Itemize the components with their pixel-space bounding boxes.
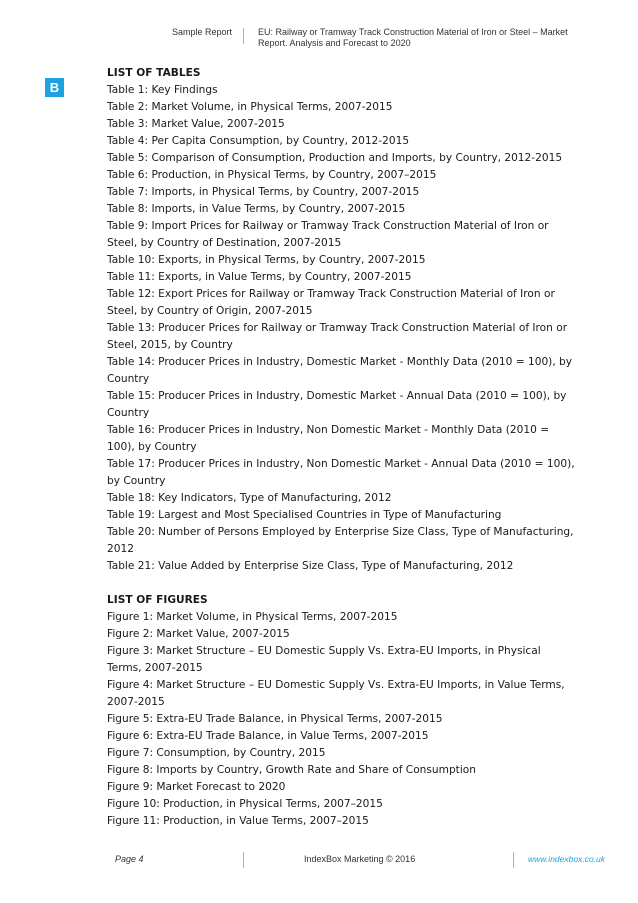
table-entry-line: Steel, by Country of Origin, 2007-2015	[107, 305, 313, 317]
table-entry	[107, 201, 593, 218]
document-body	[107, 65, 593, 830]
table-entry	[107, 150, 593, 167]
table-entry-line: Table 20: Number of Persons Employed by Enterprise Size Class, Type of Manufacturing,	[107, 526, 574, 538]
figure-entry	[107, 643, 593, 677]
figure-entry	[107, 813, 593, 830]
footer-divider	[513, 852, 514, 868]
figure-entry	[107, 796, 593, 813]
table-entry	[107, 167, 593, 184]
table-entry	[107, 99, 593, 116]
header-divider	[243, 28, 244, 44]
table-entry-line: Table 10: Exports, in Physical Terms, by Country, 2007-2015	[107, 254, 426, 266]
table-entry-line: Table 7: Imports, in Physical Terms, by Country, 2007-2015	[107, 186, 420, 198]
table-entry-line: Table 14: Producer Prices in Industry, Domestic Market - Monthly Data (2010 = 100), by	[107, 356, 573, 368]
figure-entry-line: Figure 9: Market Forecast to 2020	[107, 781, 286, 793]
table-entry	[107, 286, 593, 320]
table-entry-line: Table 19: Largest and Most Specialised Countries in Type of Manufacturing	[107, 509, 502, 521]
figure-entry-line: Figure 4: Market Structure – EU Domestic Supply Vs. Extra-EU Imports, in Value Terms,	[107, 679, 565, 691]
table-entry-line: Table 16: Producer Prices in Industry, Non Domestic Market - Monthly Data (2010 =	[107, 424, 550, 436]
table-entry	[107, 456, 593, 490]
figure-entry	[107, 762, 593, 779]
figure-entry-line: Figure 11: Production, in Value Terms, 2007–2015	[107, 815, 369, 827]
figure-entry-line: Figure 6: Extra-EU Trade Balance, in Value Terms, 2007-2015	[107, 730, 429, 742]
figure-entry-line: Figure 3: Market Structure – EU Domestic Supply Vs. Extra-EU Imports, in Physical	[107, 645, 541, 657]
table-entry	[107, 320, 593, 354]
list-of-figures-heading: LIST OF FIGURES	[107, 594, 208, 606]
figure-entry	[107, 745, 593, 762]
table-entry-line: Table 11: Exports, in Value Terms, by Country, 2007-2015	[107, 271, 412, 283]
table-entry-line: Country	[107, 407, 150, 419]
table-entry-line: Table 1: Key Findings	[107, 84, 218, 96]
figure-entry-line: Figure 10: Production, in Physical Terms, 2007–2015	[107, 798, 383, 810]
table-entry	[107, 252, 593, 269]
table-entry-line: Table 6: Production, in Physical Terms, by Country, 2007–2015	[107, 169, 437, 181]
figure-entry-line: Terms, 2007-2015	[107, 662, 203, 674]
figure-entry	[107, 677, 593, 711]
page-footer	[0, 852, 638, 870]
table-entry-line: Table 5: Comparison of Consumption, Production and Imports, by Country, 2012-2015	[107, 152, 563, 164]
table-entry	[107, 184, 593, 201]
table-entry-line: Table 9: Import Prices for Railway or Tramway Track Construction Material of Iron or	[107, 220, 549, 232]
table-entry-line: Table 17: Producer Prices in Industry, Non Domestic Market - Annual Data (2010 = 100),	[107, 458, 575, 470]
table-entry-line: Country	[107, 373, 150, 385]
table-entry-line: 100), by Country	[107, 441, 197, 453]
figure-entry-line: 2007-2015	[107, 696, 165, 708]
figure-entry-line: Figure 1: Market Volume, in Physical Terms, 2007-2015	[107, 611, 398, 623]
table-entry	[107, 524, 593, 558]
table-entry	[107, 218, 593, 252]
footer-copyright: IndexBox Marketing © 2016	[304, 854, 416, 864]
table-entry	[107, 490, 593, 507]
table-entry	[107, 269, 593, 286]
figure-entry-line: Figure 8: Imports by Country, Growth Rate and Share of Consumption	[107, 764, 476, 776]
header-report-title: EU: Railway or Tramway Track Construction Material of Iron or Steel – Market Report. Analysis and Forecast to 2020	[258, 27, 568, 48]
table-entry-line: Table 12: Export Prices for Railway or Tramway Track Construction Material of Iron or	[107, 288, 555, 300]
figure-entry	[107, 728, 593, 745]
table-entry-line: by Country	[107, 475, 166, 487]
footer-website-link[interactable]: www.indexbox.co.uk	[528, 854, 606, 864]
table-entry-line: Table 18: Key Indicators, Type of Manufacturing, 2012	[107, 492, 392, 504]
table-entry	[107, 388, 593, 422]
indexbox-logo-icon: B	[45, 78, 64, 97]
page-header	[0, 27, 638, 57]
figure-entry-line: Figure 5: Extra-EU Trade Balance, in Physical Terms, 2007-2015	[107, 713, 443, 725]
table-entry	[107, 354, 593, 388]
table-entry-line: Table 13: Producer Prices for Railway or Tramway Track Construction Material of Iron or	[107, 322, 568, 334]
table-entry	[107, 133, 593, 150]
table-entry-line: Table 21: Value Added by Enterprise Size Class, Type of Manufacturing, 2012	[107, 560, 514, 572]
table-entry-line: Table 4: Per Capita Consumption, by Country, 2012-2015	[107, 135, 410, 147]
list-of-tables-heading: LIST OF TABLES	[107, 67, 201, 79]
figure-entry	[107, 779, 593, 796]
table-entry	[107, 558, 593, 575]
figure-entry-line: Figure 2: Market Value, 2007-2015	[107, 628, 290, 640]
figure-entry	[107, 609, 593, 626]
figure-entry	[107, 626, 593, 643]
section-spacer	[107, 575, 593, 592]
table-entry-line: Table 2: Market Volume, in Physical Terms, 2007-2015	[107, 101, 393, 113]
header-report-label: Sample Report	[171, 27, 232, 37]
table-entry-line: 2012	[107, 543, 134, 555]
figure-entry-line: Figure 7: Consumption, by Country, 2015	[107, 747, 326, 759]
table-entry	[107, 116, 593, 133]
table-entry-line: Steel, by Country of Destination, 2007-2015	[107, 237, 342, 249]
table-entry-line: Table 8: Imports, in Value Terms, by Country, 2007-2015	[107, 203, 406, 215]
table-entry	[107, 507, 593, 524]
figures-list	[107, 609, 593, 830]
table-entry	[107, 82, 593, 99]
page-number: Page 4	[115, 854, 144, 864]
table-entry-line: Table 15: Producer Prices in Industry, Domestic Market - Annual Data (2010 = 100), by	[107, 390, 567, 402]
table-entry	[107, 422, 593, 456]
table-entry-line: Steel, 2015, by Country	[107, 339, 233, 351]
table-entry-line: Table 3: Market Value, 2007-2015	[107, 118, 285, 130]
tables-list	[107, 82, 593, 575]
footer-divider	[243, 852, 244, 868]
figure-entry	[107, 711, 593, 728]
